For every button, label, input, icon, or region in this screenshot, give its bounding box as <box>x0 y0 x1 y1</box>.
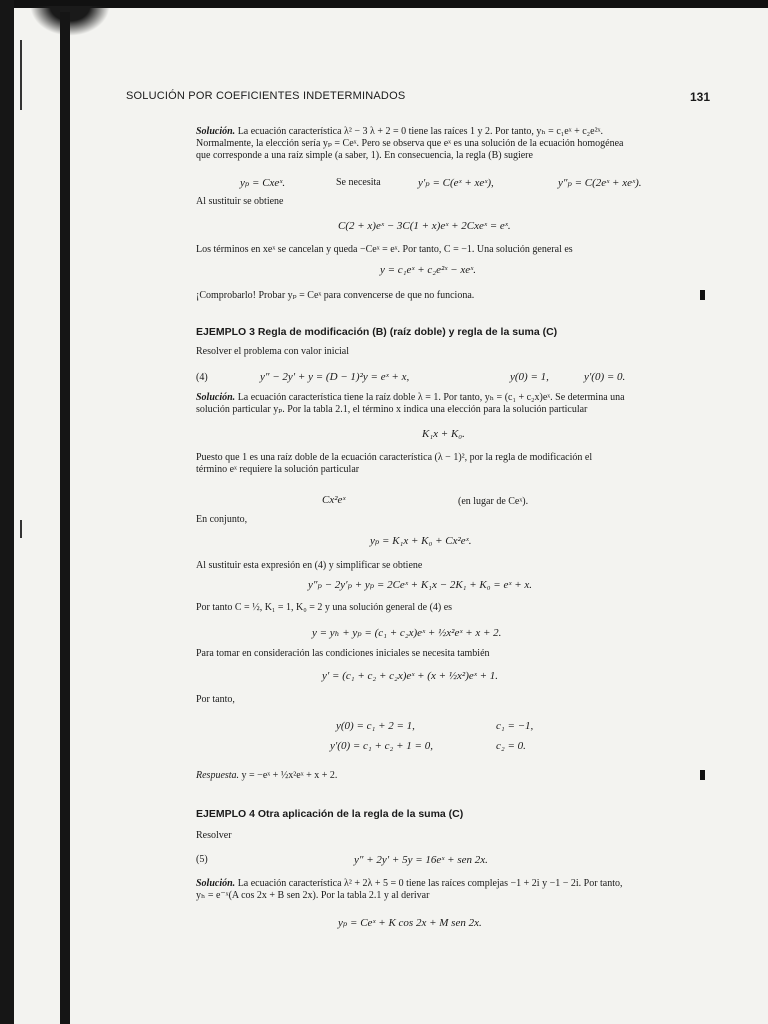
end-of-proof-mark <box>700 290 705 300</box>
equation: yₚ = Ceˣ + K cos 2x + M sen 2x. <box>338 917 482 929</box>
paragraph-line: Al sustituir se obtiene <box>196 196 284 207</box>
paragraph-line: solución particular yₚ. Por la tabla 2.1, el término x indica una elección para la solución particular <box>196 404 588 415</box>
paragraph-line: Resolver <box>196 830 232 841</box>
book-binding-shadow <box>0 0 14 1024</box>
text: La ecuación característica tiene la raíz doble λ = 1. Por tanto, yₕ = (c₁ + c₂x)eˣ. Se determina una <box>237 392 625 403</box>
solution-label: Solución. <box>196 126 236 137</box>
equation: y′(0) = c₁ + c₂ + 1 = 0, <box>330 740 433 752</box>
paragraph-line: Resolver el problema con valor inicial <box>196 346 350 357</box>
paragraph-line: En conjunto, <box>196 514 248 525</box>
scan-mark <box>20 40 22 110</box>
equation: y = c₁eˣ + c₂e²ˣ − xeˣ. <box>380 264 476 276</box>
equation: y″ + 2y′ + 5y = 16eˣ + sen 2x. <box>354 854 488 866</box>
paragraph-line <box>196 878 623 890</box>
initial-condition: y(0) = 1, <box>510 371 549 383</box>
equation: y = yₕ + yₚ = (c₁ + c₂x)eˣ + ½x²eˣ + x + 2. <box>312 627 502 639</box>
equation: y″ₚ = C(2eˣ + xeˣ). <box>558 177 642 189</box>
paragraph-line: Al sustituir esta expresión en (4) y simplificar se obtiene <box>196 560 423 571</box>
answer: y = −eˣ + ½x²eˣ + x + 2. <box>241 770 338 781</box>
paragraph-line <box>196 770 337 782</box>
example-heading: EJEMPLO 3 Regla de modificación (B) (raíz doble) y regla de la suma (C) <box>196 326 558 338</box>
paragraph-line: ¡Comprobarlo! Probar yₚ = Ceˣ para convencerse de que no funciona. <box>196 290 475 301</box>
paragraph-line <box>196 392 625 404</box>
equation: yₚ = Cxeˣ. <box>240 177 286 189</box>
paragraph-line: que corresponde a una raíz simple (a saber, 1). En consecuencia, la regla (B) sugiere <box>196 150 533 161</box>
equation: Cx²eˣ <box>322 494 346 506</box>
answer-label: Respuesta. <box>196 770 240 781</box>
paragraph-line: Por tanto, <box>196 694 235 705</box>
text: Se necesita <box>336 177 381 188</box>
paragraph-line: yₕ = e⁻ˣ(A cos 2x + B sen 2x). Por la tabla 2.1 y al derivar <box>196 890 430 901</box>
equation: c₁ = −1, <box>496 720 534 732</box>
equation-number: (4) <box>196 372 208 383</box>
scan-mark <box>20 520 22 538</box>
equation: c₂ = 0. <box>496 740 526 752</box>
equation: C(2 + x)eˣ − 3C(1 + x)eˣ + 2Cxeˣ = eˣ. <box>338 220 511 232</box>
equation: y″ − 2y′ + y = (D − 1)²y = eˣ + x, <box>260 371 410 383</box>
paragraph-line: término eˣ requiere la solución particular <box>196 464 360 475</box>
equation-number: (5) <box>196 854 208 865</box>
example-heading: EJEMPLO 4 Otra aplicación de la regla de la suma (C) <box>196 808 464 820</box>
end-of-proof-mark <box>700 770 705 780</box>
paragraph-line: Por tanto C = ½, K₁ = 1, K₀ = 2 y una solución general de (4) es <box>196 602 453 613</box>
equation: y′ₚ = C(eˣ + xeˣ), <box>418 177 494 189</box>
paragraph-line: Para tomar en consideración las condiciones iniciales se necesita también <box>196 648 490 659</box>
book-spine-edge <box>60 12 70 1024</box>
paragraph-line: Los términos en xeˣ se cancelan y queda −Ceˣ = eˣ. Por tanto, C = −1. Una solución general es <box>196 244 573 255</box>
solution-label: Solución. <box>196 878 236 889</box>
equation: y″ₚ − 2y′ₚ + yₚ = 2Ceˣ + K₁x − 2K₁ + K₀ = eˣ + x. <box>308 579 533 591</box>
text: La ecuación característica λ² + 2λ + 5 = 0 tiene las raíces complejas −1 + 2i y −1 − 2i. Por tanto, <box>237 878 623 889</box>
text: (en lugar de Ceˣ). <box>458 496 529 507</box>
equation: y(0) = c₁ + 2 = 1, <box>336 720 415 732</box>
paragraph-line: Normalmente, la elección sería yₚ = Ceˣ. Pero se observa que eˣ es una solución de la ecuación homogénea <box>196 138 624 149</box>
paragraph-line: Puesto que 1 es una raíz doble de la ecuación característica (λ − 1)², por la regla de modificación el <box>196 452 593 463</box>
equation: y′ = (c₁ + c₂ + c₂x)eˣ + (x + ½x²)eˣ + 1. <box>322 670 499 682</box>
solution-label: Solución. <box>196 392 236 403</box>
page-number: 131 <box>689 90 710 104</box>
chapter-title: SOLUCIÓN POR COEFICIENTES INDETERMINADOS <box>126 90 406 102</box>
binding-flare <box>30 6 110 36</box>
running-header <box>126 90 710 110</box>
equation: yₚ = K₁x + K₀ + Cx²eˣ. <box>370 535 472 547</box>
initial-condition: y′(0) = 0. <box>584 371 626 383</box>
text: La ecuación característica λ² − 3 λ + 2 = 0 tiene las raíces 1 y 2. Por tanto, yₕ = c₁eˣ + c₂e²ˣ. <box>237 126 603 137</box>
scan-top-edge <box>0 0 768 8</box>
paragraph-line <box>196 126 603 138</box>
equation: K₁x + K₀. <box>422 428 465 440</box>
